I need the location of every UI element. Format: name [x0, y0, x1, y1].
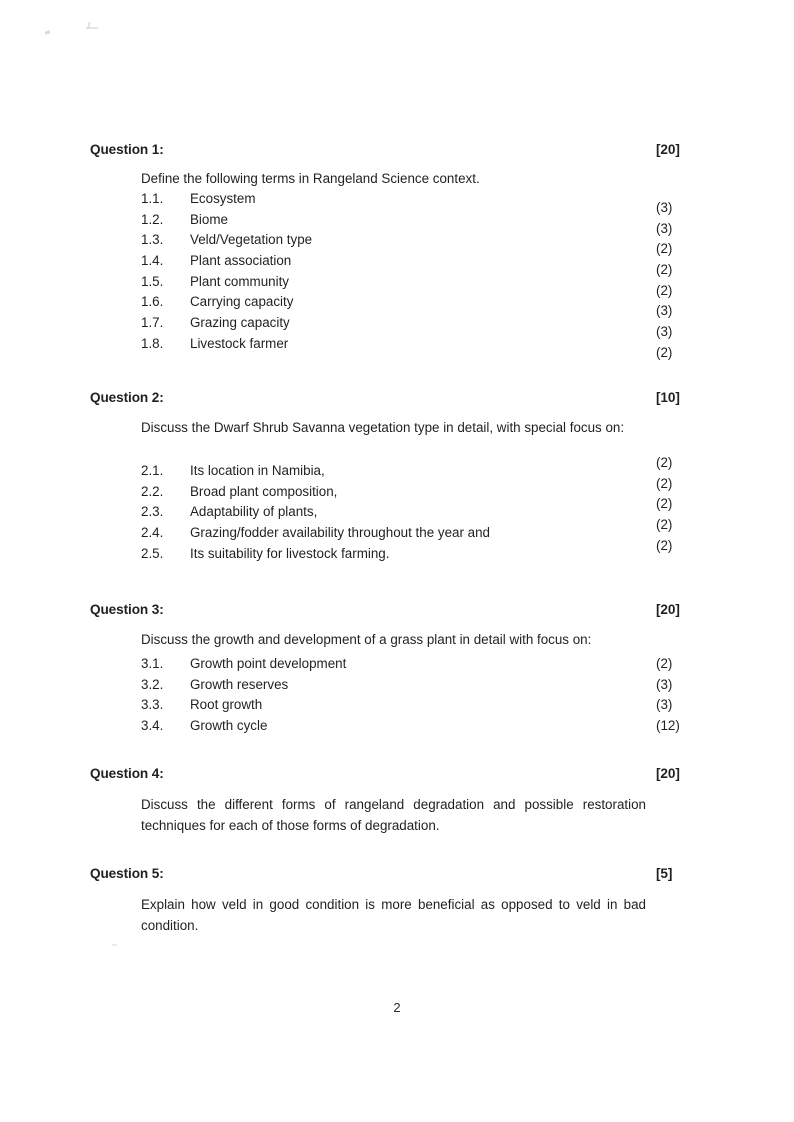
item-label: Its suitability for livestock farming.	[190, 545, 390, 561]
item-mark: (2)	[656, 455, 673, 470]
list-item	[141, 232, 646, 253]
question-header	[0, 766, 794, 786]
item-label: Plant association	[190, 253, 292, 269]
question-intro-text: Define the following terms in Rangeland Science context.	[141, 171, 480, 186]
list-item	[141, 504, 646, 525]
item-mark: (2)	[656, 262, 673, 278]
item-marks-column	[656, 656, 716, 739]
item-label: Livestock farmer	[190, 335, 289, 351]
list-item	[141, 463, 646, 484]
question-header	[0, 142, 794, 162]
question-block-3	[0, 602, 794, 734]
item-mark: (3)	[656, 324, 673, 340]
item-number: 1.8.	[141, 335, 164, 351]
question-total-marks: [10]	[656, 390, 680, 405]
question-intro-text: Discuss the Dwarf Shrub Savanna vegetation type in detail, with special focus on:	[141, 420, 625, 435]
list-item	[141, 274, 646, 295]
question-item-list	[141, 656, 646, 739]
question-title: Question 1:	[90, 142, 164, 157]
item-number: 2.4.	[141, 525, 164, 541]
item-number: 3.1.	[141, 656, 164, 671]
item-number: 3.2.	[141, 676, 164, 692]
question-total-marks: [20]	[656, 602, 680, 617]
item-number: 2.2.	[141, 483, 164, 499]
item-mark: (2)	[656, 241, 673, 257]
question-title: Question 5:	[90, 866, 164, 881]
question-block-2	[0, 390, 794, 561]
item-mark: (2)	[656, 496, 673, 512]
list-item	[141, 718, 646, 739]
list-item	[141, 656, 646, 677]
item-mark: (2)	[656, 517, 673, 533]
item-number: 1.5.	[141, 273, 164, 289]
question-title: Question 2:	[90, 390, 164, 405]
item-label: Broad plant composition,	[190, 483, 338, 499]
question-header	[0, 866, 794, 886]
question-header	[0, 390, 794, 410]
question-total-marks: [20]	[656, 142, 680, 157]
item-mark: (3)	[656, 676, 673, 692]
question-block-4	[0, 766, 794, 833]
item-label: Ecosystem	[190, 191, 256, 206]
item-mark: (3)	[656, 200, 673, 215]
scan-artifact-speck	[45, 30, 51, 34]
item-marks-column	[656, 200, 716, 366]
question-header	[0, 602, 794, 622]
item-number: 1.6.	[141, 294, 164, 310]
list-item	[141, 677, 646, 698]
item-number: 1.3.	[141, 232, 164, 248]
page-number: 2	[393, 1000, 401, 1015]
item-mark: (2)	[656, 282, 673, 298]
question-intro-text: Explain how veld in good condition is more beneficial as opposed to veld in bad condition.	[141, 897, 646, 933]
item-label: Biome	[190, 211, 228, 227]
item-mark: (2)	[656, 475, 673, 491]
scan-artifact-speck	[112, 944, 117, 946]
question-item-list	[141, 191, 646, 357]
item-number: 2.1.	[141, 463, 164, 478]
item-label: Growth point development	[190, 656, 347, 671]
item-label: Adaptability of plants,	[190, 504, 318, 520]
question-block-1	[0, 142, 794, 360]
list-item	[141, 253, 646, 274]
question-total-marks: [5]	[656, 866, 673, 881]
question-title: Question 4:	[90, 766, 164, 781]
item-label: Plant community	[190, 273, 289, 289]
question-total-marks: [20]	[656, 766, 680, 781]
item-number: 1.7.	[141, 315, 164, 331]
list-item	[141, 697, 646, 718]
item-number: 2.5.	[141, 545, 164, 561]
item-mark: (3)	[656, 303, 673, 319]
item-number: 1.4.	[141, 253, 164, 269]
item-mark: (3)	[656, 220, 673, 236]
item-label: Grazing capacity	[190, 315, 290, 331]
question-intro-text: Discuss the growth and development of a grass plant in detail with focus on:	[141, 632, 592, 647]
scan-artifact-speck	[86, 27, 98, 29]
item-number: 1.2.	[141, 211, 164, 227]
item-marks-column	[656, 455, 716, 558]
item-number: 1.1.	[141, 191, 164, 206]
list-item	[141, 191, 646, 212]
question-item-list	[141, 463, 646, 566]
item-mark: (2)	[656, 656, 673, 671]
item-label: Growth reserves	[190, 676, 289, 692]
list-item	[141, 212, 646, 233]
item-mark: (2)	[656, 344, 673, 360]
item-label: Growth cycle	[190, 718, 268, 734]
list-item	[141, 484, 646, 505]
item-mark: (2)	[656, 537, 673, 553]
list-item	[141, 315, 646, 336]
item-mark: (12)	[656, 718, 680, 734]
list-item	[141, 294, 646, 315]
question-intro-text: Discuss the different forms of rangeland degradation and possible restoration techniques for each of those forms of degradation.	[141, 797, 646, 833]
item-label: Root growth	[190, 697, 263, 713]
list-item	[141, 525, 646, 546]
item-label: Carrying capacity	[190, 294, 294, 310]
item-mark: (3)	[656, 697, 673, 713]
item-number: 3.4.	[141, 718, 164, 734]
list-item	[141, 336, 646, 357]
question-block-5	[0, 866, 794, 933]
list-item	[141, 546, 646, 567]
question-title: Question 3:	[90, 602, 164, 617]
item-label: Veld/Vegetation type	[190, 232, 313, 248]
item-number: 3.3.	[141, 697, 164, 713]
item-number: 2.3.	[141, 504, 164, 520]
item-label: Grazing/fodder availability throughout the year and	[190, 525, 490, 541]
item-label: Its location in Namibia,	[190, 463, 325, 478]
